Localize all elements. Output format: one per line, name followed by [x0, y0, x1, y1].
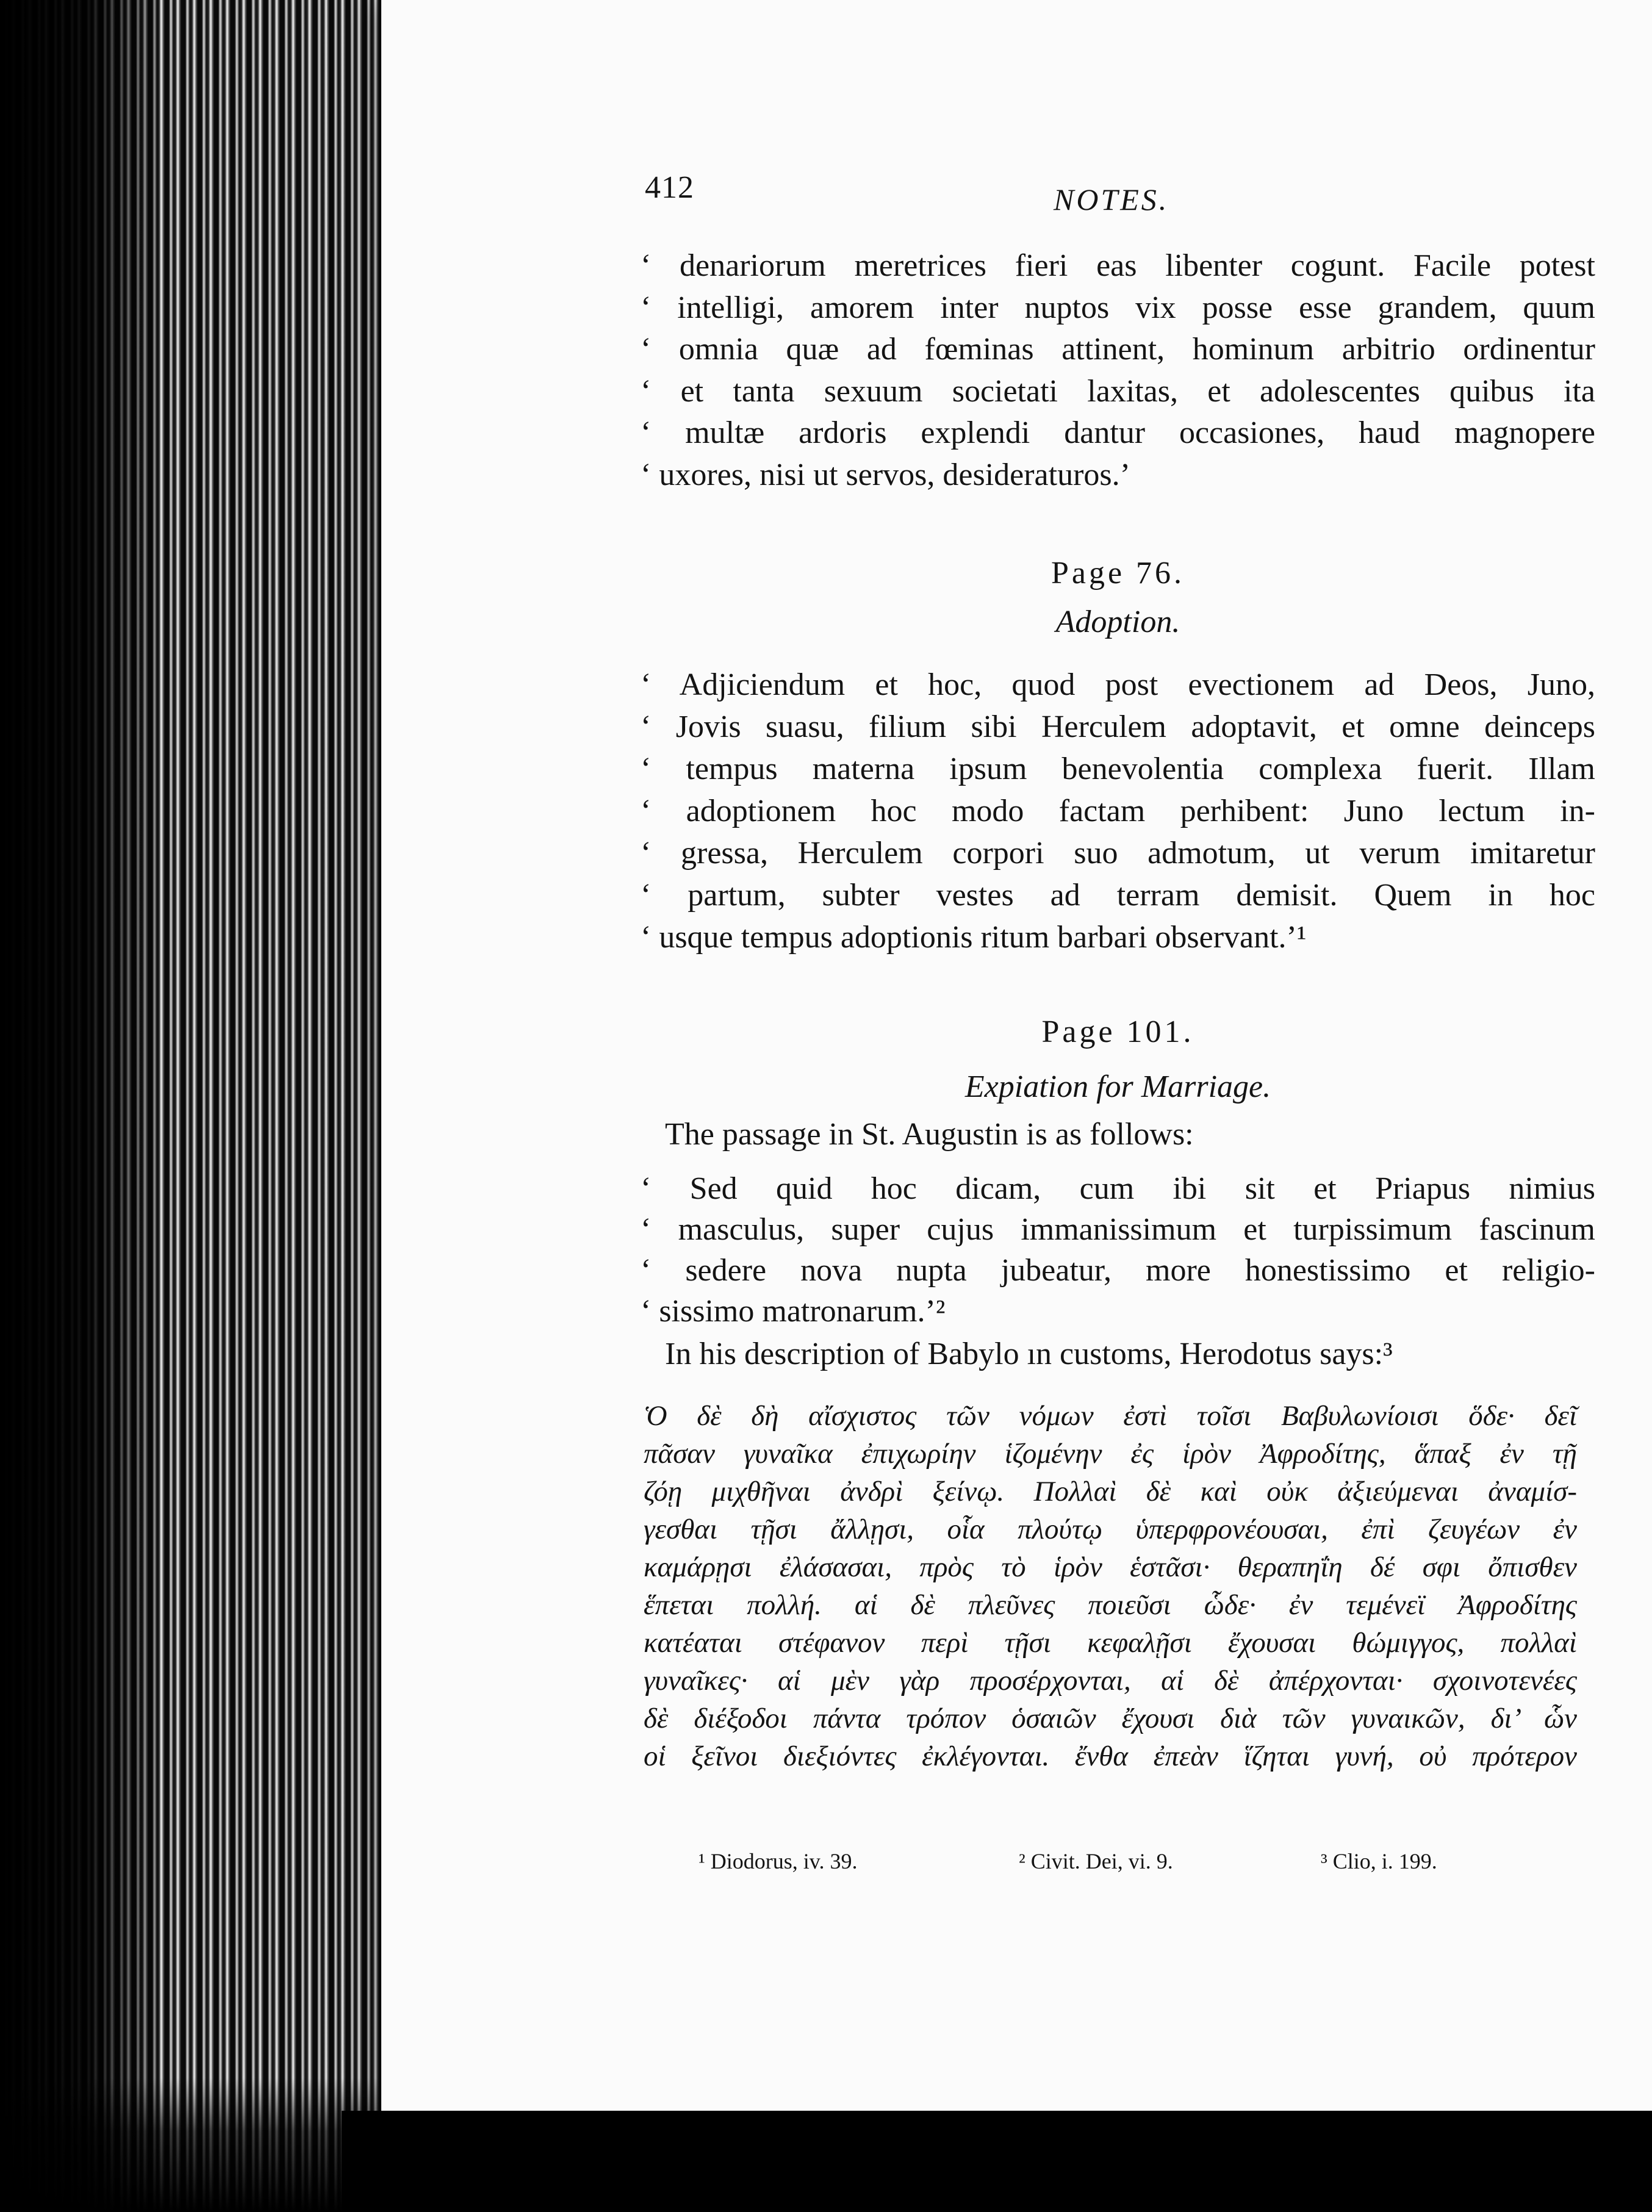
- text-line: ‘ sissimo matronarum.’²: [641, 1294, 946, 1329]
- greek-line: καμάρῃσι ἐλάσασαι, πρὸς τὸ ἱρὸν ἑστᾶσι· θεραπηΐη δέ σφι ὄπισθεν: [644, 1551, 1577, 1583]
- text-line: ‘ sedere nova nupta jubeatur, more honestissimo et religio-: [641, 1253, 1595, 1288]
- section-heading: Page 101.: [1041, 1014, 1194, 1049]
- text-line: ‘ usque tempus adoptionis ritum barbari observant.’¹: [641, 920, 1307, 955]
- greek-line: γεσθαι τῇσι ἄλλῃσι, οἷα πλούτῳ ὑπερφρονέουσαι, ἐπὶ ζευγέων ἐν: [644, 1514, 1577, 1545]
- footnote: ¹ Diodorus, iv. 39.: [699, 1849, 858, 1873]
- section-subtitle: Expiation for Marriage.: [964, 1069, 1271, 1104]
- text-line: ‘ Jovis suasu, filium sibi Herculem adoptavit, et omne deinceps: [641, 709, 1595, 744]
- text-line: ‘ omnia quæ ad fœminas attinent, hominum arbitrio ordinentur: [641, 332, 1595, 367]
- greek-line: Ὁ δὲ δὴ αἴσχιστος τῶν νόμων ἐστὶ τοῖσι Βαβυλωνίοισι ὅδε· δεῖ: [644, 1400, 1577, 1432]
- greek-quote-block: [644, 1397, 1577, 1775]
- running-title: NOTES.: [1054, 182, 1169, 217]
- augustin-quote-block: [641, 1168, 1595, 1332]
- section-heading: Page 76.: [1050, 556, 1185, 591]
- page-number: 412: [645, 170, 694, 205]
- greek-line: κατέαται στέφανον περὶ τῇσι κεφαλῇσι ἔχουσαι θώμιγγος, πολλαὶ: [644, 1627, 1577, 1659]
- intro-line: The passage in St. Augustin is as follows:: [665, 1117, 1194, 1152]
- herodotus-line: In his description of Babylo ın customs, Herodotus says:³: [665, 1337, 1393, 1371]
- text-line: ‘ masculus, super cujus immanissimum et turpissimum fascinum: [641, 1212, 1595, 1247]
- book-page: [381, 0, 1652, 2111]
- greek-line: γυναῖκες· αἱ μὲν γὰρ προσέρχονται, αἱ δὲ ἀπέρχονται· σχοινοτενέες: [644, 1665, 1577, 1697]
- opening-quote-block: [641, 245, 1595, 496]
- footnote: ³ Clio, i. 199.: [1321, 1849, 1437, 1873]
- text-line: ‘ intelligi, amorem inter nuptos vix posse esse grandem, quum: [641, 290, 1595, 325]
- text-line: ‘ et tanta sexuum societati laxitas, et adolescentes quibus ita: [641, 373, 1595, 409]
- greek-line: ζόῃ μιχθῆναι ἀνδρὶ ξείνῳ. Πολλαὶ δὲ καὶ οὐκ ἀξιεύμεναι ἀναμίσ-: [644, 1476, 1577, 1507]
- section-subtitle: Adoption.: [1055, 605, 1180, 639]
- greek-line: οἱ ξεῖνοι διεξιόντες ἐκλέγονται. ἔνθα ἐπεὰν ἵζηται γυνή, οὐ πρότερον: [644, 1740, 1577, 1772]
- greek-line: ἕπεται πολλή. αἱ δὲ πλεῦνες ποιεῦσι ὧδε· ἐν τεμένεϊ Ἀφροδίτης: [644, 1589, 1577, 1621]
- greek-line: πᾶσαν γυναῖκα ἐπιχωρίην ἱζομένην ἐς ἱρὸν Ἀφροδίτης, ἅπαξ ἐν τῇ: [644, 1438, 1577, 1470]
- footnote: ² Civit. Dei, vi. 9.: [1019, 1849, 1173, 1873]
- text-line: ‘ tempus materna ipsum benevolentia complexa fuerit. Illam: [641, 752, 1595, 786]
- text-line: ‘ gressa, Herculem corpori suo admotum, ut verum imitaretur: [641, 836, 1595, 871]
- adoption-quote-block: [641, 664, 1595, 958]
- text-line: ‘ partum, subter vestes ad terram demisit. Quem in hoc: [641, 878, 1595, 913]
- greek-line: δὲ διέξοδοι πάντα τρόπον ὁσαιῶν ἔχουσι διὰ τῶν γυναικῶν, δι’ ὧν: [644, 1703, 1577, 1734]
- text-line: ‘ Sed quid hoc dicam, cum ibi sit et Priapus nimius: [641, 1171, 1595, 1206]
- text-line: ‘ denariorum meretrices fieri eas libenter cogunt. Facile potest: [641, 248, 1595, 283]
- book-page-edges: [0, 0, 390, 2212]
- text-line: ‘ adoptionem hoc modo factam perhibent: Juno lectum in-: [641, 794, 1595, 828]
- text-line: ‘ Adjiciendum et hoc, quod post evectionem ad Deos, Juno,: [641, 667, 1595, 702]
- scan-border: [342, 2111, 1652, 2212]
- text-line: ‘ uxores, nisi ut servos, desideraturos.’: [641, 457, 1130, 492]
- text-line: ‘ multæ ardoris explendi dantur occasiones, haud magnopere: [641, 415, 1595, 450]
